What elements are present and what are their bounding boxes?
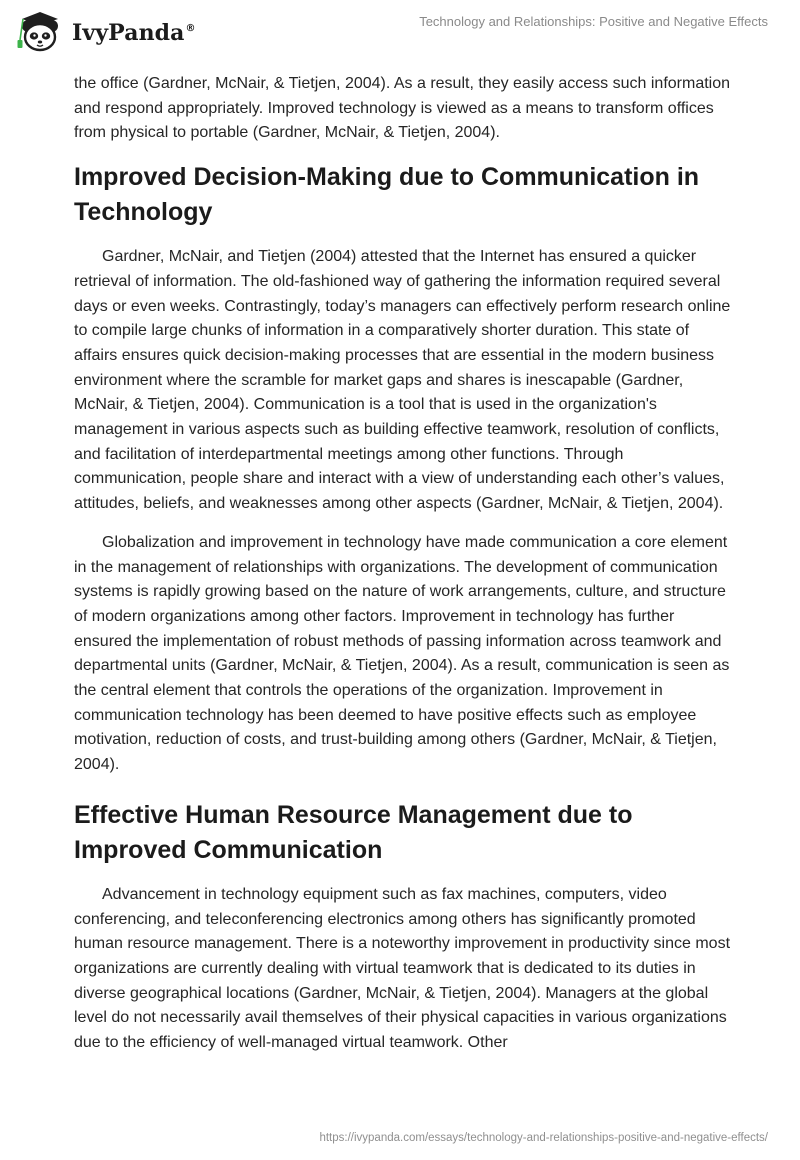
panda-graduate-icon: [14, 10, 66, 54]
document-title: Technology and Relationships: Positive and Negative Effects: [419, 14, 768, 29]
brand-name: IvyPanda®: [72, 20, 196, 46]
registered-mark: ®: [185, 23, 196, 34]
essay-content: [74, 72, 734, 1070]
body-paragraph: Globalization and improvement in technology have made communication a core element in the management of relationships with organizations. The development of communication systems is rapidly growing based on the nature of work arrangements, culture, and structure of modern organizations among other factors. Improvement in technology has further ensured the implementation of robust methods of passing information across teamwork and departmental units (Gardner, McNair, & Tietjen, 2004). As a result, communication is seen as the central element that controls the operations of the organization. Improvement in communication technology has been deemed to have positive effects such as employee motivation, reduction of costs, and trust-building among others (Gardner, McNair, & Tietjen, 2004).: [74, 533, 730, 774]
source-url[interactable]: https://ivypanda.com/essays/technology-and-relationships-positive-and-negative-effects/: [319, 1132, 768, 1144]
section-heading-decision-making: Improved Decision-Making due to Communication in Technology: [74, 163, 700, 227]
ivypanda-logo[interactable]: [14, 10, 196, 54]
page-header: [0, 0, 800, 64]
body-paragraph: Gardner, McNair, and Tietjen (2004) attested that the Internet has ensured a quicker retrieval of information. The old-fashioned way of gathering the information required several days or even weeks. Contrastingly, today’s managers can effectively perform research online to compile large chunks of information in a comparatively shorter duration. This state of affairs ensures quick decision-making processes that are essential in the modern business environment where the scramble for market gaps and shares is inescapable (Gardner, McNair, & Tietjen, 2004). Communication is a tool that is used in the organization's management in various aspects such as building effective teamwork, resolution of conflicts, and facilitation of interdepartmental meetings among other functions. Through communication, people share and interact with a view of understanding each other’s values, attitudes, beliefs, and weaknesses among other aspects (Gardner, McNair, & Tietjen, 2004).: [74, 248, 731, 513]
intro-paragraph: the office (Gardner, McNair, & Tietjen, 2004). As a result, they easily access such information and respond appropriately. Improved technology is viewed as a means to transform offices from physical to portable (Gardner, McNair, & Tietjen, 2004).: [74, 75, 731, 142]
section-heading-hr-management: Effective Human Resource Management due to Improved Communication: [74, 800, 633, 864]
body-paragraph: Advancement in technology equipment such as fax machines, computers, video conferencing, and teleconferencing electronics among others has significantly promoted human resource management. There is a noteworthy improvement in productivity since most organizations are currently dealing with virtual teamwork that is dedicated to its duties in diverse geographical locations (Gardner, McNair, & Tietjen, 2004). Managers at the global level do not necessarily avail themselves of their physical capacities in various organizations due to the efficiency of well-managed virtual teamwork. Other: [74, 885, 731, 1052]
